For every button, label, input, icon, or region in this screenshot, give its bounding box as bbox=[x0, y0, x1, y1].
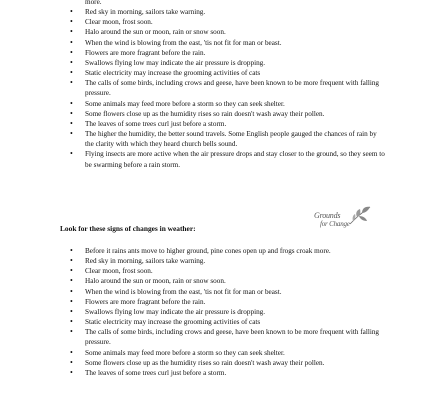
list-item: • Halo around the sun or moon, rain or snow soon. bbox=[70, 276, 385, 286]
list-item: • When the wind is blowing from the east, 'tis not fit for man or beast. bbox=[70, 38, 385, 48]
list-item: • The leaves of some trees curl just before a storm. bbox=[70, 119, 385, 129]
list-item: • Halo around the sun or moon, rain or snow soon. bbox=[70, 27, 385, 37]
list-item: • Flying insects are more active when the air pressure drops and stay closer to the ground, so they seem to be swarming before a rain storm. bbox=[70, 149, 385, 169]
list-item: • Red sky in morning, sailors take warning. bbox=[70, 256, 385, 266]
list-item: • Before it rains ants move to higher ground, pine cones open up and frogs croak more. bbox=[70, 246, 385, 256]
list-item: • Flowers are more fragrant before the rain. bbox=[70, 48, 385, 58]
list-item: • Some animals may feed more before a storm so they can seek shelter. bbox=[70, 348, 385, 358]
list-item: • Static electricity may increase the grooming activities of cats bbox=[70, 317, 385, 327]
list-item: • The higher the humidity, the better sound travels. Some English people gauged the chances of rain by the clarity with which they heard church bells sound. bbox=[70, 129, 385, 149]
list-item: • Clear moon, frost soon. bbox=[70, 17, 385, 27]
list-item: • The calls of some birds, including crows and geese, have been known to be more frequent with falling pressure. bbox=[70, 78, 385, 98]
list-item: • The calls of some birds, including crows and geese, have been known to be more frequent with falling pressure. bbox=[70, 327, 385, 347]
list-item: • The leaves of some trees curl just before a storm. bbox=[70, 368, 385, 378]
list-item: • Flowers are more fragrant before the rain. bbox=[70, 297, 385, 307]
logo-line2: for Change bbox=[320, 220, 350, 228]
grounds-for-change-logo bbox=[312, 204, 374, 238]
list-item: more. bbox=[85, 0, 102, 6]
list-item: • Swallows flying low may indicate the air pressure is dropping. bbox=[70, 307, 385, 317]
list-item: • Red sky in morning, sailors take warning. bbox=[70, 7, 385, 17]
list-item: • Some animals may feed more before a storm so they can seek shelter. bbox=[70, 99, 385, 109]
list-item: • Clear moon, frost soon. bbox=[70, 266, 385, 276]
list-item: • Some flowers close up as the humidity rises so rain doesn't wash away their pollen. bbox=[70, 109, 385, 119]
list-item: • When the wind is blowing from the east, 'tis not fit for man or beast. bbox=[70, 287, 385, 297]
logo-line1: Grounds bbox=[314, 211, 341, 220]
weather-signs-list-top bbox=[70, 0, 385, 170]
list-item: • Swallows flying low may indicate the air pressure is dropping. bbox=[70, 58, 385, 68]
leaf-icon bbox=[348, 204, 374, 226]
list-item: • Some flowers close up as the humidity rises so rain doesn't wash away their pollen. bbox=[70, 358, 385, 368]
weather-signs-list-bottom bbox=[70, 246, 385, 378]
section-heading: Look for these signs of changes in weather: bbox=[60, 224, 196, 233]
list-item: • Static electricity may increase the grooming activities of cats bbox=[70, 68, 385, 78]
logo-wordmark bbox=[314, 212, 350, 228]
